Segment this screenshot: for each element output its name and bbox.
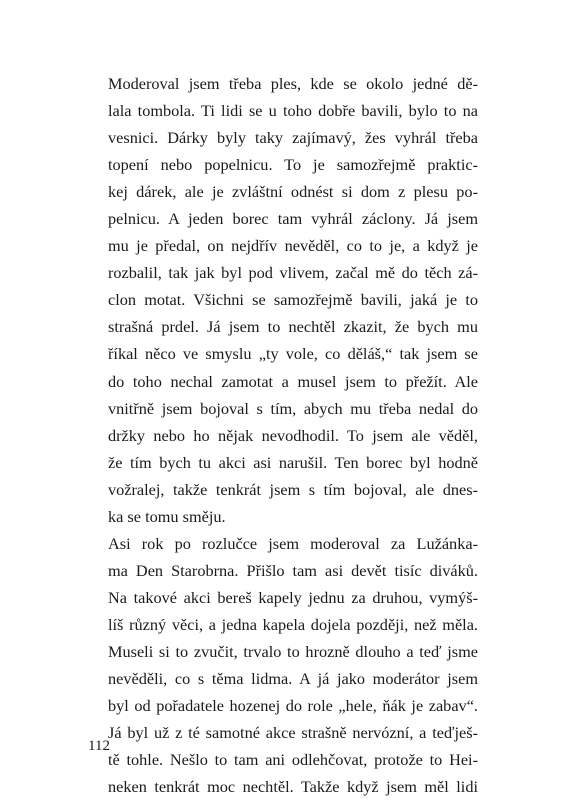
paragraph-1: [88, 70, 478, 530]
text-line: ma Den Starobrna. Přišlo tam asi devět tisíc diváků.: [108, 560, 478, 580]
text-line: že tím bych tu akci asi narušil. Ten borec byl hodně: [108, 452, 478, 472]
text-line: byl od pořadatele hozenej do role „hele, ňák je zabav“.: [108, 696, 478, 716]
text-line: Museli si to zvučit, trvalo to hrozně dlouho a teď jsme: [108, 641, 478, 661]
body-text: [88, 70, 478, 800]
text-line: mu je předal, on nejdřív nevěděl, co to je, a když je: [108, 236, 478, 256]
text-line: do toho nechal zamotat a musel jsem to přežít. Ale: [108, 371, 478, 391]
text-line: Já byl už z té samotné akce strašně nervózní, a teďješ-: [108, 723, 478, 743]
text-line: ka se tomu směju.: [108, 506, 226, 526]
text-line: neken tenkrát moc nechtěl. Takže když jsem měl lidi: [108, 777, 478, 797]
text-line: strašná prdel. Já jsem to nechtěl zkazit, že bych mu: [108, 317, 478, 337]
text-line: nevěděli, co s těma lidma. A já jako moderátor jsem: [108, 669, 478, 689]
text-line: vožralej, takže tenkrát jsem s tím bojoval, ale dnes-: [108, 479, 478, 499]
text-line: říkal něco ve smyslu „ty vole, co děláš,“ tak jsem se: [108, 344, 478, 364]
text-line: kej dárek, ale je zvláštní odnést si dom z plesu po-: [108, 182, 478, 202]
text-line: clon motat. Všichni se samozřejmě bavili, jaká je to: [108, 290, 478, 310]
paragraph-2: [88, 530, 478, 800]
text-line: držky nebo ho nějak nevodhodil. To jsem ale věděl,: [108, 425, 478, 445]
text-line: tě tohle. Nešlo to tam ani odlehčovat, protože to Hei-: [108, 750, 478, 770]
text-line: topení nebo popelnicu. To je samozřejmě praktic-: [108, 155, 478, 175]
text-line: Asi rok po rozlučce jsem moderoval za Lužánka-: [108, 533, 478, 553]
text-line: rozbalil, tak jak byl pod vlivem, začal mě do těch zá-: [108, 263, 478, 283]
page-number: 112: [88, 738, 110, 754]
text-line: Na takové akci bereš kapely jednu za druhou, vymýš-: [108, 587, 478, 607]
text-line: vesnici. Dárky byly taky zajímavý, žes vyhrál třeba: [108, 128, 478, 148]
text-line: líš různý věci, a jedna kapela dojela později, než měla.: [108, 614, 478, 634]
text-line: Moderoval jsem třeba ples, kde se okolo jedné dě-: [108, 74, 478, 93]
text-line: vnitřně jsem bojoval s tím, abych mu třeba nedal do: [108, 398, 478, 418]
text-line: pelnicu. A jeden borec tam vyhrál záclony. Já jsem: [108, 209, 478, 229]
text-line: lala tombola. Ti lidi se u toho dobře bavili, bylo to na: [108, 101, 478, 121]
